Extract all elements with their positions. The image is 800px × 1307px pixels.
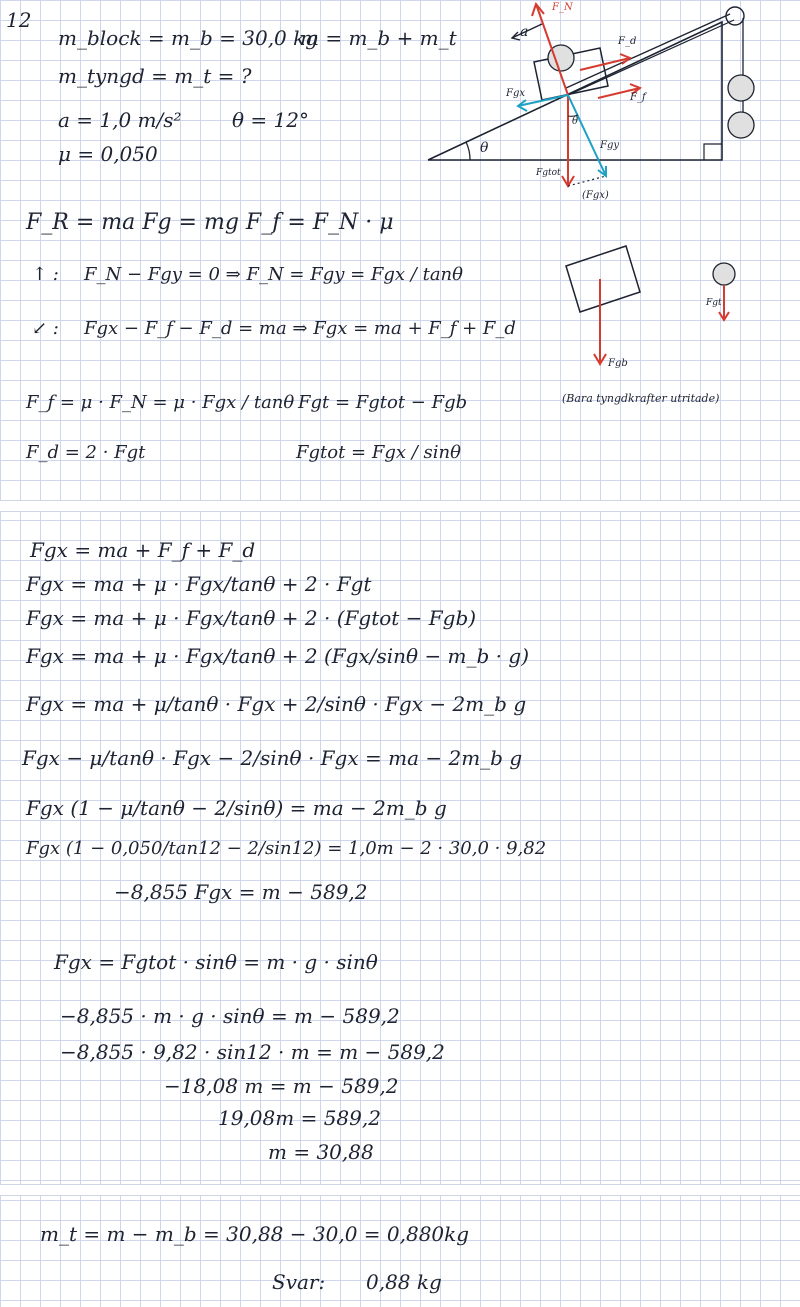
gravity-perpendicular-arrow [568,95,606,176]
label-gravity-parallel-paren: (Fgx) [582,190,609,201]
solve-line: −18,08 m = m − 589,2 [164,1074,399,1098]
diagram-caption: (Bara tyngdkrafter utritade) [562,392,720,405]
section-divider [0,1184,800,1196]
base-angle-arc [466,142,470,160]
final-computation: m_t = m − m_b = 30,88 − 30,0 = 0,880kg [40,1222,470,1246]
equation-perpendicular: F_N − Fgy = 0 ⇒ F_N = Fgy = Fgx / tanθ [84,264,463,285]
equation-weight-gravity: Fgt = Fgtot − Fgb [298,392,468,413]
derivation-line: Fgx = ma + μ · Fgx/tanθ + 2 · (Fgtot − Fgb) [26,606,477,630]
derivation-line: Fgx − μ/tanθ · Fgx − 2/sinθ · Fgx = ma − 2m_b g [22,746,523,770]
solve-line: −8,855 · 9,82 · sin12 · m = m − 589,2 [60,1040,445,1064]
derivation-line: Fgx (1 − μ/tanθ − 2/sinθ) = ma − 2m_b g [26,796,447,820]
label-weight-gravity: Fgt [706,298,722,308]
rope-line [566,14,730,88]
block-gravity-diagram [566,246,640,312]
label-friction-force: F_f [630,92,646,103]
incline-triangle [428,22,722,160]
solve-line: Fgx = Fgtot · sinθ = m · g · sinθ [54,950,378,974]
label-base-angle: θ [480,140,489,156]
hanging-weight-bottom [728,112,754,138]
section-divider [0,500,800,512]
derivation-line: −8,855 Fgx = m − 589,2 [114,880,368,904]
given-acceleration: a = 1,0 m/s² [58,108,182,132]
pulley [726,7,744,25]
derivation-line: Fgx = ma + μ/tanθ · Fgx + 2/sinθ · Fgx − 2m_b g [26,692,527,716]
given-friction-coefficient: μ = 0,050 [58,142,158,166]
label-block-gravity: Fgb [608,358,628,369]
label-gravity-total: Fgtot [536,168,561,178]
label-rope-force: F_d [618,36,637,47]
label-gravity-parallel: Fgx [506,88,525,99]
label-gravity-perpendicular: Fgy [600,140,619,151]
equation-parallel: Fgx − F_f − F_d = ma ⇒ Fgx = ma + F_f + F_d [84,318,516,339]
hanging-weight-top [728,75,754,101]
given-angle: θ = 12° [232,108,309,132]
equation-perpendicular-direction: ↑ : [32,264,59,285]
weight-gravity-diagram [713,263,735,285]
solve-line: −8,855 · m · g · sinθ = m − 589,2 [60,1004,400,1028]
answer-label: Svar: [272,1270,326,1294]
derivation-line: Fgx = ma + μ · Fgx/tanθ + 2 (Fgx/sinθ − m_b · g) [26,644,529,668]
equation-rope-force: F_d = 2 · Fgt [26,442,146,463]
solve-line: m = 30,88 [268,1140,374,1164]
derivation-line: Fgx (1 − 0,050/tan12 − 2/sin12) = 1,0m − 2 · 30,0 · 9,82 [26,838,547,859]
problem-number: 12 [6,8,32,32]
solve-line: 19,08m = 589,2 [218,1106,381,1130]
derivation-line: Fgx = ma + μ · Fgx/tanθ + 2 · Fgt [26,572,372,596]
right-angle-mark [704,144,722,160]
label-acceleration: a [520,24,529,40]
equation-total-gravity: Fgtot = Fgx / sinθ [296,442,461,463]
label-normal-force: F_N [552,2,573,13]
given-total-mass: m = m_b + m_t [300,26,457,50]
equation-definitions: F_R = ma Fg = mg F_f = F_N · μ [26,210,394,235]
derivation-line: Fgx = ma + F_f + F_d [30,538,256,562]
equation-parallel-direction: ↙ : [32,318,59,339]
given-weight-mass: m_tyngd = m_t = ? [58,64,252,88]
answer-value: 0,88 kg [366,1270,442,1294]
given-block-mass: m_block = m_b = 30,0 kg [58,26,319,50]
equation-friction: F_f = μ · F_N = μ · Fgx / tanθ [26,392,295,413]
label-inner-angle: θ [572,116,579,127]
